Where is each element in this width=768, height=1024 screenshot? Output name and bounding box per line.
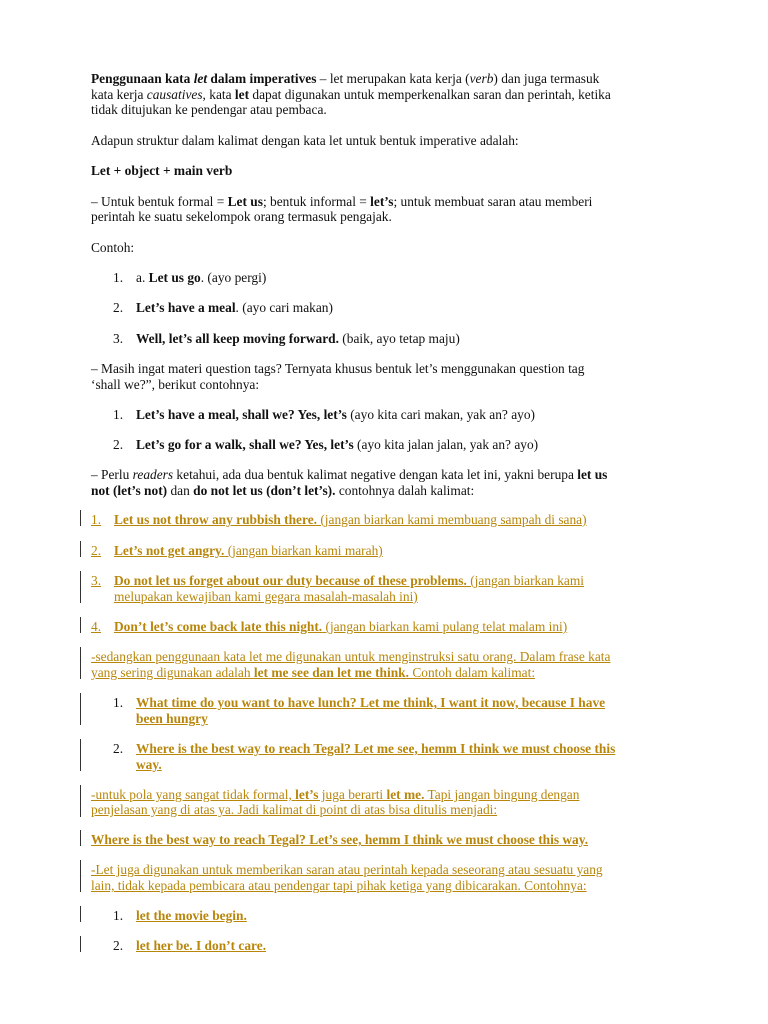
change-bar [80, 860, 81, 892]
formal-line-2: perintah ke suatu sekelompok orang termasuk pengajak. [91, 209, 392, 224]
list-item: 2. [113, 741, 124, 756]
formal-line-1: – Untuk bentuk formal = Let us; bentuk informal = let’s; untuk membuat saran atau memberi [91, 194, 593, 209]
formula: Let + object + main verb [91, 163, 233, 178]
tegal-sentence: Where is the best way to reach Tegal? Let’s see, hemm I think we must choose this way. [91, 832, 589, 847]
list-item-text-cont: melupakan kewajiban kami gegara masalah-masalah ini) [114, 589, 418, 604]
list-item-text: Well, let’s all keep moving forward. (baik, ayo tetap maju) [136, 331, 460, 346]
list-item: 1. [113, 695, 124, 710]
list-item: 4. [91, 619, 102, 634]
change-bar [80, 693, 81, 725]
list-item-text: Let’s have a meal. (ayo cari makan) [136, 300, 333, 315]
list-item: 1. [113, 908, 124, 923]
list-item-text-cont: been hungry [136, 711, 208, 726]
change-bar [80, 617, 81, 633]
list-item: 1. [113, 270, 124, 285]
negative-line-2: not (let’s not) dan do not let us (don’t let’s). contohnya dalah kalimat: [91, 483, 475, 498]
letme-line-1: -sedangkan penggunaan kata let me digunakan untuk menginstruksi satu orang. Dalam frase kata [91, 649, 611, 664]
third-party-line-2: lain, tidak kepada pembicara atau pendengar tapi pihak ketiga yang dibicarakan. Contohnya: [91, 878, 587, 893]
change-bar [80, 739, 81, 771]
list-item: 1. [91, 512, 102, 527]
para-intro-line-1: Penggunaan kata let dalam imperatives – let merupakan kata kerja (verb) dan juga termasuk [91, 71, 600, 86]
tags-line-2: ‘shall we?”, berikut contohnya: [91, 377, 260, 392]
list-item: 2. [113, 437, 124, 452]
list-item-text: Let’s not get angry. (jangan biarkan kami marah) [114, 543, 383, 558]
list-item: 2. [113, 938, 124, 953]
list-item-text: Let’s have a meal, shall we? Yes, let’s (ayo kita cari makan, yak an? ayo) [136, 407, 535, 422]
structure-sentence: Adapun struktur dalam kalimat dengan kata let untuk bentuk imperative adalah: [91, 133, 519, 148]
list-item: 1. [113, 407, 124, 422]
change-bar [80, 906, 81, 922]
third-party-line-1: -Let juga digunakan untuk memberikan saran atau perintah kepada seseorang atau sesuatu yang [91, 862, 603, 877]
change-bar [80, 647, 81, 679]
letme-line-2: yang sering digunakan adalah let me see dan let me think. Contoh dalam kalimat: [91, 665, 536, 680]
negative-line-1: – Perlu readers ketahui, ada dua bentuk kalimat negative dengan kata let ini, yakni berupa let us [91, 467, 608, 482]
informal-line-1: -untuk pola yang sangat tidak formal, let’s juga berarti let me. Tapi jangan bingung dengan [91, 787, 580, 802]
list-item-text: Don’t let’s come back late this night. (jangan biarkan kami pulang telat malam ini) [114, 619, 568, 634]
list-item-text: let the movie begin. [136, 908, 247, 923]
list-item-text: Let’s go for a walk, shall we? Yes, let’s (ayo kita jalan jalan, yak an? ayo) [136, 437, 539, 452]
list-item-text: Let us not throw any rubbish there. (jangan biarkan kami membuang sampah di sana) [114, 512, 587, 527]
tags-line-1: – Masih ingat materi question tags? Ternyata khusus bentuk let’s menggunakan question tag [91, 361, 585, 376]
list-item: 2. [91, 543, 102, 558]
change-bar [80, 830, 81, 846]
change-bar [80, 541, 81, 557]
list-item-text: a. Let us go. (ayo pergi) [136, 270, 267, 285]
change-bar [80, 936, 81, 952]
list-item: 2. [113, 300, 124, 315]
para-intro-line-3: tidak ditujukan ke pendengar atau pembaca. [91, 102, 327, 117]
change-bar [80, 571, 81, 603]
list-item-text: let her be. I don’t care. [136, 938, 267, 953]
para-intro-line-2: kata kerja causatives, kata let dapat digunakan untuk memperkenalkan saran dan perintah, ketika [91, 87, 611, 102]
informal-line-2: penjelasan yang di atas ya. Jadi kalimat di point di atas bisa ditulis menjadi: [91, 802, 498, 817]
list-item-text: Where is the best way to reach Tegal? Let me see, hemm I think we must choose this [136, 741, 616, 756]
list-item: 3. [91, 573, 102, 588]
change-bar [80, 510, 81, 526]
list-item-text: What time do you want to have lunch? Let me think, I want it now, because I have [136, 695, 606, 710]
change-bar [80, 785, 81, 817]
list-item-text: Do not let us forget about our duty because of these problems. (jangan biarkan kami [114, 573, 584, 588]
list-item: 3. [113, 331, 124, 346]
contoh-label: Contoh: [91, 240, 135, 255]
list-item-text-cont: way. [136, 757, 162, 772]
